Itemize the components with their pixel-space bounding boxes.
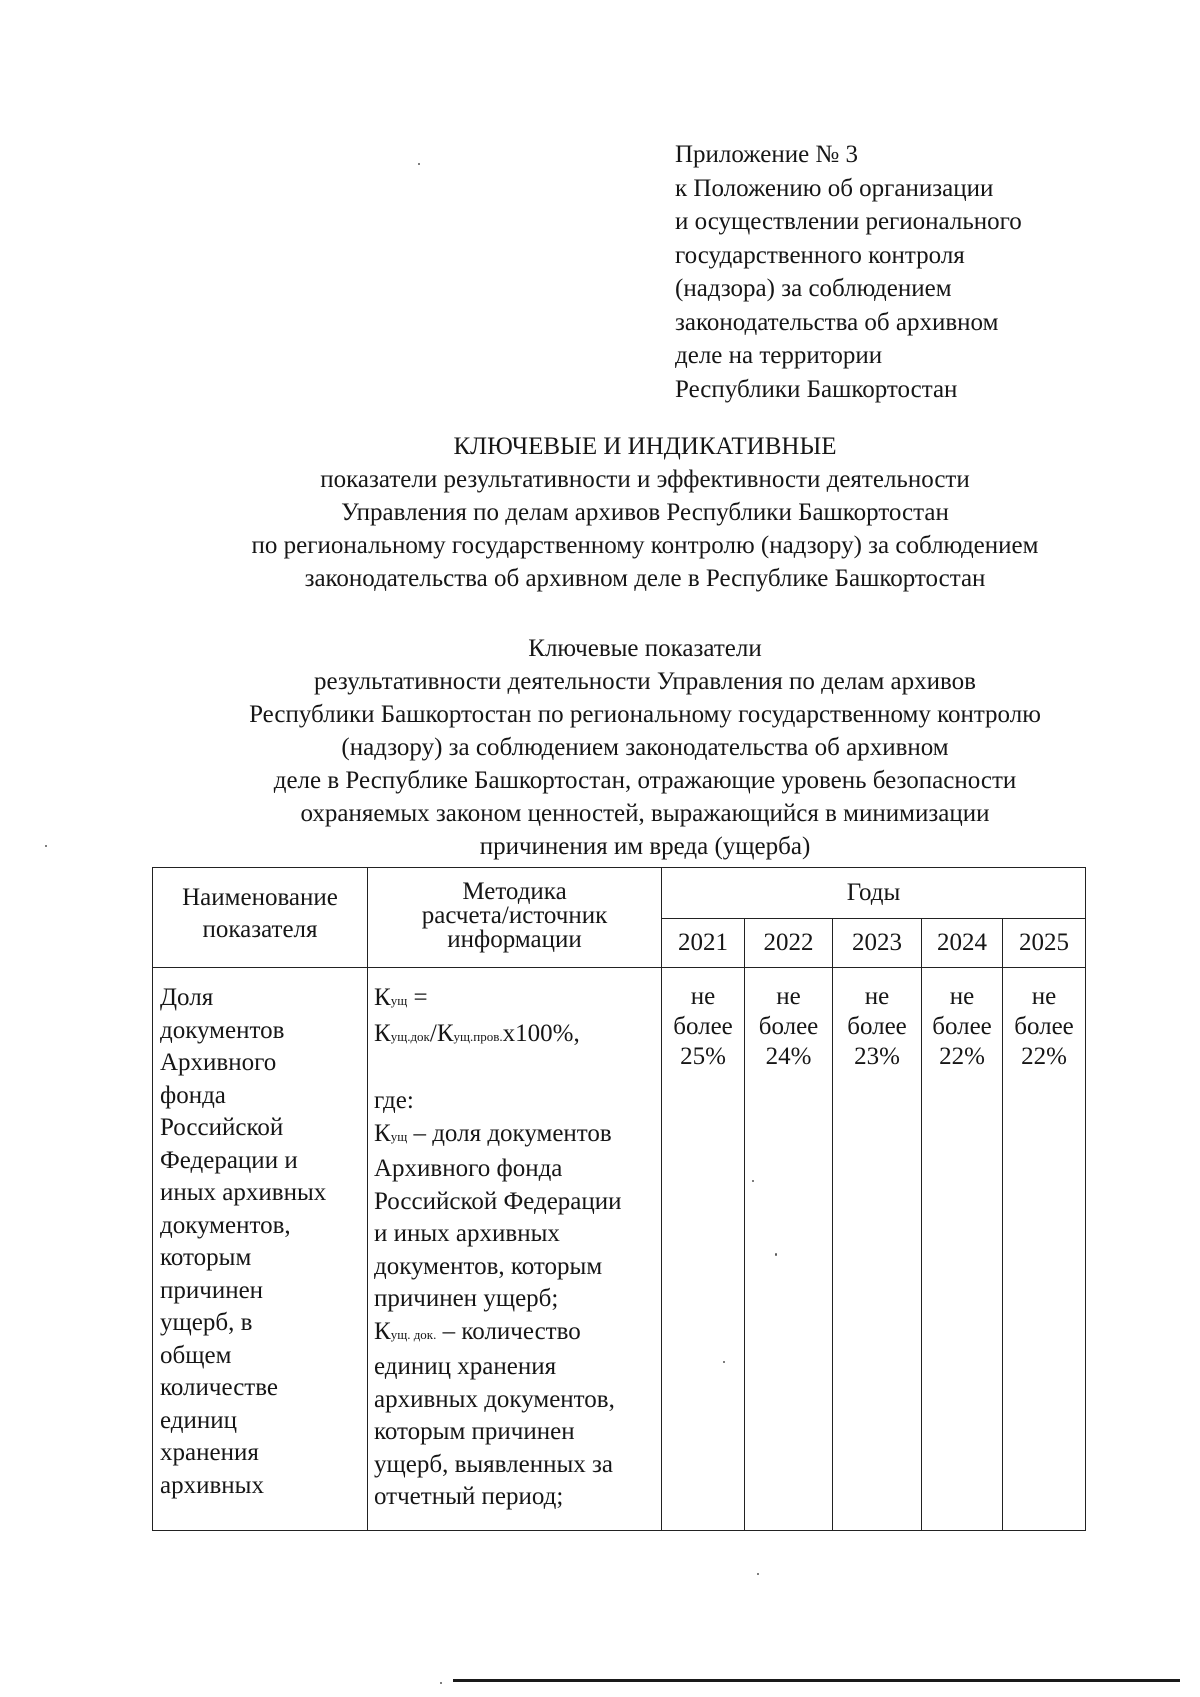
section-subtitle bbox=[100, 632, 1190, 863]
indicator-name-cell: Доля документов Архивного фонда Российской Федерации и иных архивных документов, которым причинен ущерб, в общем количестве единиц хранения архивных bbox=[153, 968, 368, 1531]
title-line: законодательства об архивном деле в Республике Башкортостан bbox=[304, 565, 986, 592]
appendix-line: (надзора) за соблюдением bbox=[675, 275, 952, 302]
appendix-line: государственного контроля bbox=[675, 241, 965, 269]
where-label: где: bbox=[374, 1087, 414, 1114]
value-2022: не более 24% bbox=[745, 968, 833, 1531]
definition-line: которым причинен bbox=[374, 1418, 575, 1445]
scan-speck bbox=[418, 163, 420, 165]
definition-line: Кущ – доля документов bbox=[374, 1119, 612, 1147]
value-2023: не более 23% bbox=[833, 968, 922, 1531]
header-indicator-name: Наименование показателя bbox=[153, 868, 368, 968]
definition-line: причинен ущерб; bbox=[374, 1285, 559, 1312]
scan-speck bbox=[757, 1573, 759, 1575]
appendix-reference bbox=[675, 138, 1022, 406]
document-title bbox=[100, 430, 1190, 595]
title-line: КЛЮЧЕВЫЕ И ИНДИКАТИВНЫЕ bbox=[453, 433, 837, 460]
appendix-line: Республики Башкортостан bbox=[675, 375, 958, 403]
title-line: показатели результативности и эффективности деятельности bbox=[320, 466, 970, 493]
appendix-line: законодательства об архивном bbox=[675, 308, 999, 336]
appendix-line: Приложение № 3 bbox=[675, 141, 859, 168]
formula-line-2: Кущ.док/Кущ.пров.х100%, bbox=[374, 1019, 580, 1047]
header-years: Годы bbox=[662, 868, 1086, 919]
subtitle-line: охраняемых законом ценностей, выражающийся в минимизации bbox=[300, 800, 990, 827]
header-year-2023: 2023 bbox=[833, 919, 922, 968]
indicators-table bbox=[152, 867, 1086, 1531]
definition-line: Российской Федерации bbox=[374, 1187, 622, 1215]
header-year-2021: 2021 bbox=[662, 919, 745, 968]
value-2025: не более 22% bbox=[1003, 968, 1086, 1531]
title-line: Управления по делам архивов Республики Башкортостан bbox=[341, 499, 949, 526]
appendix-line: деле на территории bbox=[675, 342, 883, 369]
header-year-2025: 2025 bbox=[1003, 919, 1086, 968]
scan-speck bbox=[723, 1361, 725, 1363]
subtitle-line: причинения им вреда (ущерба) bbox=[479, 833, 811, 860]
subtitle-line: (надзору) за соблюдением законодательства об архивном bbox=[341, 734, 949, 761]
definition-line: ущерб, выявленных за bbox=[374, 1450, 613, 1478]
appendix-line: к Положению об организации bbox=[675, 174, 994, 202]
header-method: Методика расчета/источник информации bbox=[368, 868, 662, 968]
definition-line: документов, которым bbox=[374, 1252, 603, 1280]
definition-line: отчетный период; bbox=[374, 1483, 564, 1510]
scan-speck bbox=[752, 1180, 754, 1182]
scan-speck bbox=[440, 1682, 442, 1684]
appendix-line: и осуществлении регионального bbox=[675, 208, 1022, 235]
formula-line-1: Кущ = bbox=[374, 984, 428, 1011]
definition-line: архивных документов, bbox=[374, 1385, 615, 1413]
subtitle-line: деле в Республике Башкортостан, отражающие уровень безопасности bbox=[273, 767, 1017, 794]
title-line: по региональному государственному контролю (надзору) за соблюдением bbox=[251, 532, 1039, 559]
definition-line: единиц хранения bbox=[374, 1353, 557, 1380]
value-2024: не более 22% bbox=[922, 968, 1003, 1531]
method-cell bbox=[368, 968, 662, 1531]
header-year-2024: 2024 bbox=[922, 919, 1003, 968]
value-2021: не более 25% bbox=[662, 968, 745, 1531]
header-year-2022: 2022 bbox=[745, 919, 833, 968]
footer-rule bbox=[453, 1679, 1180, 1682]
subtitle-line: Ключевые показатели bbox=[528, 635, 762, 662]
definition-line: Кущ. док. – количество bbox=[374, 1317, 581, 1345]
subtitle-line: результативности деятельности Управления по делам архивов bbox=[314, 668, 976, 695]
scan-speck bbox=[775, 1253, 777, 1256]
definition-line: и иных архивных bbox=[374, 1220, 560, 1247]
scan-speck bbox=[45, 845, 47, 847]
definition-line: Архивного фонда bbox=[374, 1155, 563, 1182]
subtitle-line: Республики Башкортостан по региональному государственному контролю bbox=[249, 701, 1041, 728]
